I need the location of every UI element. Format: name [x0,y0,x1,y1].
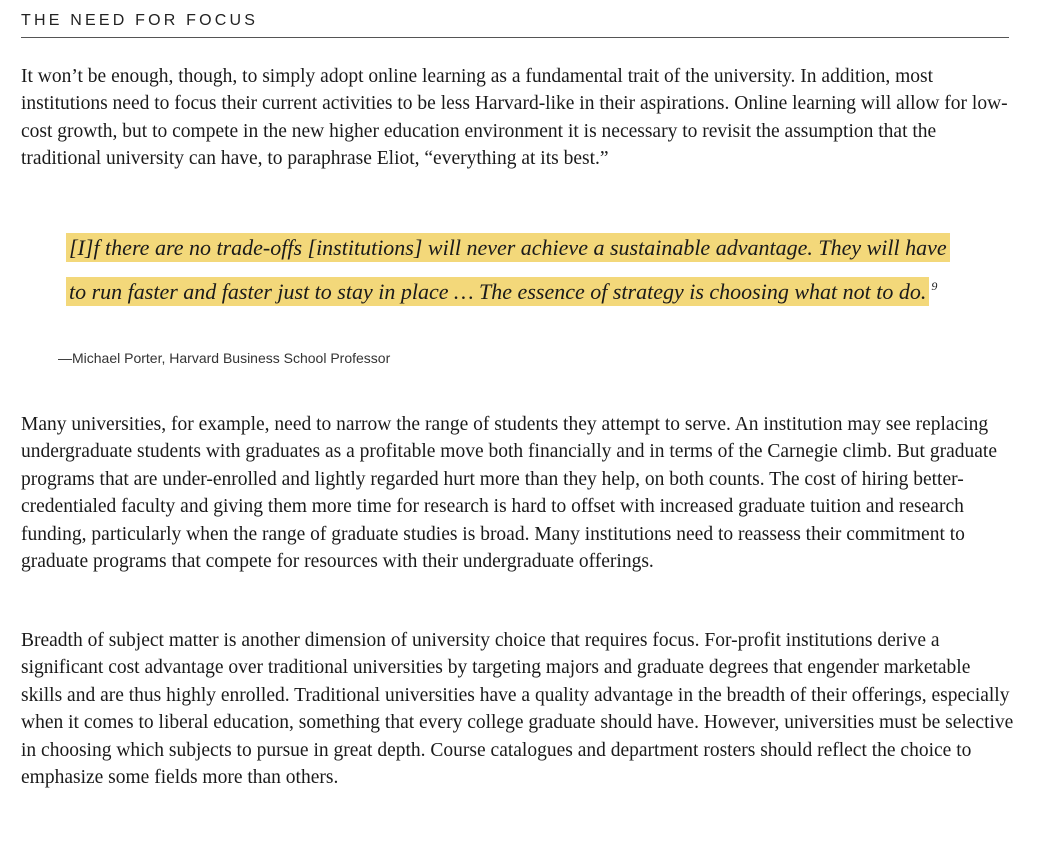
pull-quote [66,229,966,311]
highlighted-quote: [I]f there are no trade-offs [institutions] will never achieve a sustainable advantage. They will have to run faster and faster just to stay in place … The essence of strategy is choosing what not to do. [66,233,950,306]
quote-attribution: —Michael Porter, Harvard Business School Professor [58,350,391,366]
paragraph-narrow-students: Many universities, for example, need to narrow the range of students they attempt to serve. An institution may see replacing undergraduate students with graduates as a profitable move both financially and in terms of the Carnegie climb. But graduate programs that are under-enrolled and lightly regarded hurt more than they help, on both counts. The cost of hiring better-credentialed faculty and giving them more time for research is hard to offset with increased graduate tuition and research funding, particularly when the range of graduate studies is broad. Many institutions need to reassess their commitment to graduate programs that compete for resources with their undergraduate offerings. [21,414,997,573]
quote-text [66,229,966,311]
paragraph-online-learning: It won’t be enough, though, to simply adopt online learning as a fundamental trait of the university. In addition, most institutions need to focus their current activities to be less Harvard-like in their aspirations. Online learning will allow for low-cost growth, but to compete in the new higher education environment it is necessary to revisit the assumption that the traditional university can have, to paraphrase Eliot, “everything at its best.” [21,66,1008,170]
section-heading: THE NEED FOR FOCUS [21,12,259,29]
paragraph-breadth-subject: Breadth of subject matter is another dimension of university choice that requires focus. For-profit institutions derive a significant cost advantage over traditional universities by targeting majors and graduate degrees that engender marketable skills and are thus highly enrolled. Traditional universities have a quality advantage in the breadth of their offerings, especially when it comes to liberal education, something that every college graduate should have. However, universities must be selective in choosing which subjects to pursue in great depth. Course catalogues and department rosters should reflect the choice to emphasize some fields more than others. [21,630,1014,789]
footnote-marker: 9 [931,279,938,293]
heading-rule [21,37,1009,38]
